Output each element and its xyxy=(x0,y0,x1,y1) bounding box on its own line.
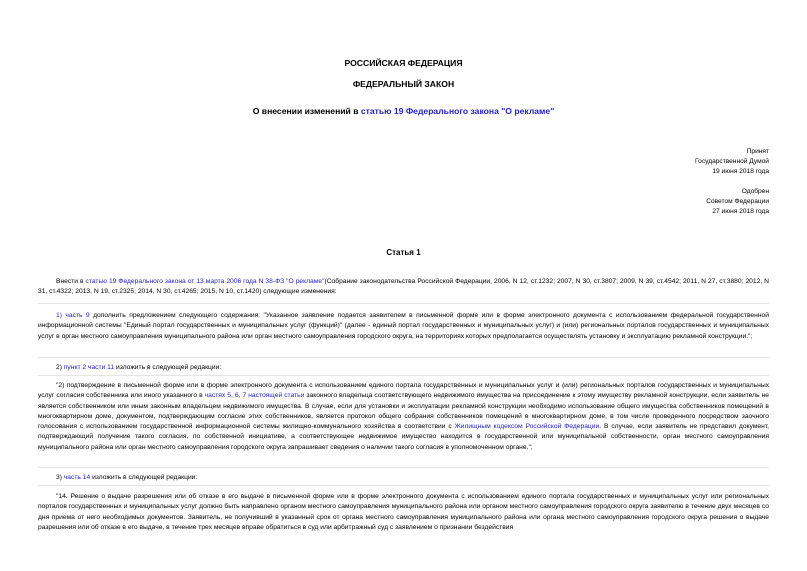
divider xyxy=(38,485,769,486)
title-link[interactable]: статью 19 Федерального закона "О рекламе" xyxy=(360,106,555,116)
document-title xyxy=(0,106,807,116)
item-1-paragraph xyxy=(38,311,769,342)
item-2-heading xyxy=(56,363,221,373)
title-prefix: О внесении изменений в xyxy=(252,106,361,116)
divider xyxy=(38,375,769,376)
item-1-number[interactable]: 1) xyxy=(56,312,66,319)
item-2-number: 2) xyxy=(56,364,64,371)
approved-date: 27 июня 2018 года xyxy=(712,208,769,215)
intro-text: (Собрание законодательства Российской Федерации, 2006, N 12, ст.1232; 2007, N 30, ст.3807; 2009, N 39, ст.4542; 2011, N 27, ст.3880; 2012, N 31, ст.4322; 2013, N 19, ст.2325; 2014, N 30, ст.4265; 2015, N 10, ст.1420) следующие изменения: xyxy=(38,278,769,296)
article-title: Статья 1 xyxy=(386,248,421,257)
item-2-text-part3: . В случае, если заявитель не представил документ, подтверждающий получение такого согласия, по собственной инициативе, а соответствующее недвижимое имущество находится в государственной или муниципальной собственности, орган местного самоуправления муниципального района или орган местного самоуправления городского округа запрашивает сведения о наличии такого согласия в уполномоченном органе."; xyxy=(38,423,769,451)
adopted-label: Принят xyxy=(746,148,769,155)
intro-prefix: Внести в xyxy=(56,278,86,285)
item-2-text-part2: законного владельца соответствующего недвижимого имущества на присоединение к этому имуществу рекламной конструкции, если заявитель не является собственником или иным законным владельцем недвижимого имущества. В случае, если для установки и эксплуатации рекламной конструкции необходимо использование общего имущества собственников помещений в многоквартирном доме, документом, подтверждающим согласие этих собственников, является протокол общего собрания собственников помещений в многоквартирном доме, в том числе проведенного посредством заочного голосования с использованием государственной информационной системы жилищно-коммунального хозяйства в соответствии с xyxy=(38,392,769,431)
intro-paragraph xyxy=(38,277,769,298)
item-3-heading xyxy=(56,473,197,483)
approved-label: Одобрен xyxy=(741,188,769,195)
item-3-body: "14. Решение о выдаче разрешения или об отказе в его выдаче в письменной форме или в форме электронного документа с использованием единого портала государственных и муниципальных услуг или региональных порталов государственных и муниципальных услуг должно быть направлено органом местного самоуправления муниципального района или органом местного самоуправления городского округа заявителю в течение двух месяцев со дня приема от него необходимых документов. Заявитель, не получивший в указанный срок от органа местного самоуправления муниципального района или органа местного самоуправления городского округа решения о выдаче разрешения или об отказе в его выдаче, в течение трех месяцев вправе обратиться в суд или арбитражный суд с заявлением о признании бездействия xyxy=(38,493,769,531)
adoption-block-council xyxy=(706,187,769,217)
item-2-parts-link[interactable]: частях 5, 6, 7 настоящей статьи xyxy=(204,392,305,400)
item-2-body xyxy=(38,381,769,453)
country-heading: РОССИЙСКАЯ ФЕДЕРАЦИЯ xyxy=(344,58,463,68)
approved-by: Советом Федерации xyxy=(706,198,769,205)
item-3-heading-text: изложить в следующей редакции: xyxy=(90,474,198,481)
adopted-date: 19 июня 2018 года xyxy=(712,168,769,175)
housing-code-link[interactable]: Жилищным кодексом Российской Федерации xyxy=(454,423,600,431)
divider xyxy=(38,357,769,358)
item-2-text-part1: "2) подтверждение в письменной форме или в форме электронного документа с использованием единого портала государственных и муниципальных услуг и (или) региональных порталов государственных и муниципальных услуг согласия собственника или иного указанного в xyxy=(38,382,769,400)
item-2-link[interactable]: пункт 2 части 11 xyxy=(63,364,115,371)
item-1-link[interactable]: часть 9 xyxy=(65,312,90,319)
item-3-link[interactable]: часть 14 xyxy=(63,474,91,481)
adoption-block-duma xyxy=(695,147,769,177)
adopted-by: Государственной Думой xyxy=(695,158,769,165)
divider xyxy=(38,467,769,468)
item-3-number: 3) xyxy=(56,474,64,481)
document-type-heading: ФЕДЕРАЛЬНЫЙ ЗАКОН xyxy=(352,79,455,89)
item-2-heading-text: изложить в следующей редакции: xyxy=(114,364,222,371)
divider xyxy=(38,303,769,304)
item-1-text: дополнить предложением следующего содержания: "Указанное заявление подается заявителем в письменной форме или в форме электронного документа с использованием федеральной государственной информационной системы "Единый портал государственных и муниципальных услуг (функций)" (далее - единый портал государственных и муниципальных услуг) и (или) региональных порталов государственных и муниципальных услуг в орган местного самоуправления муниципального района или орган местного самоуправления городского округа, на территориях которых предполагается осуществлять установку и эксплуатацию рекламной конструкции."; xyxy=(38,312,769,340)
intro-link[interactable]: статью 19 Федерального закона от 13 марта 2006 года N 38-ФЗ "О рекламе" xyxy=(85,278,325,285)
